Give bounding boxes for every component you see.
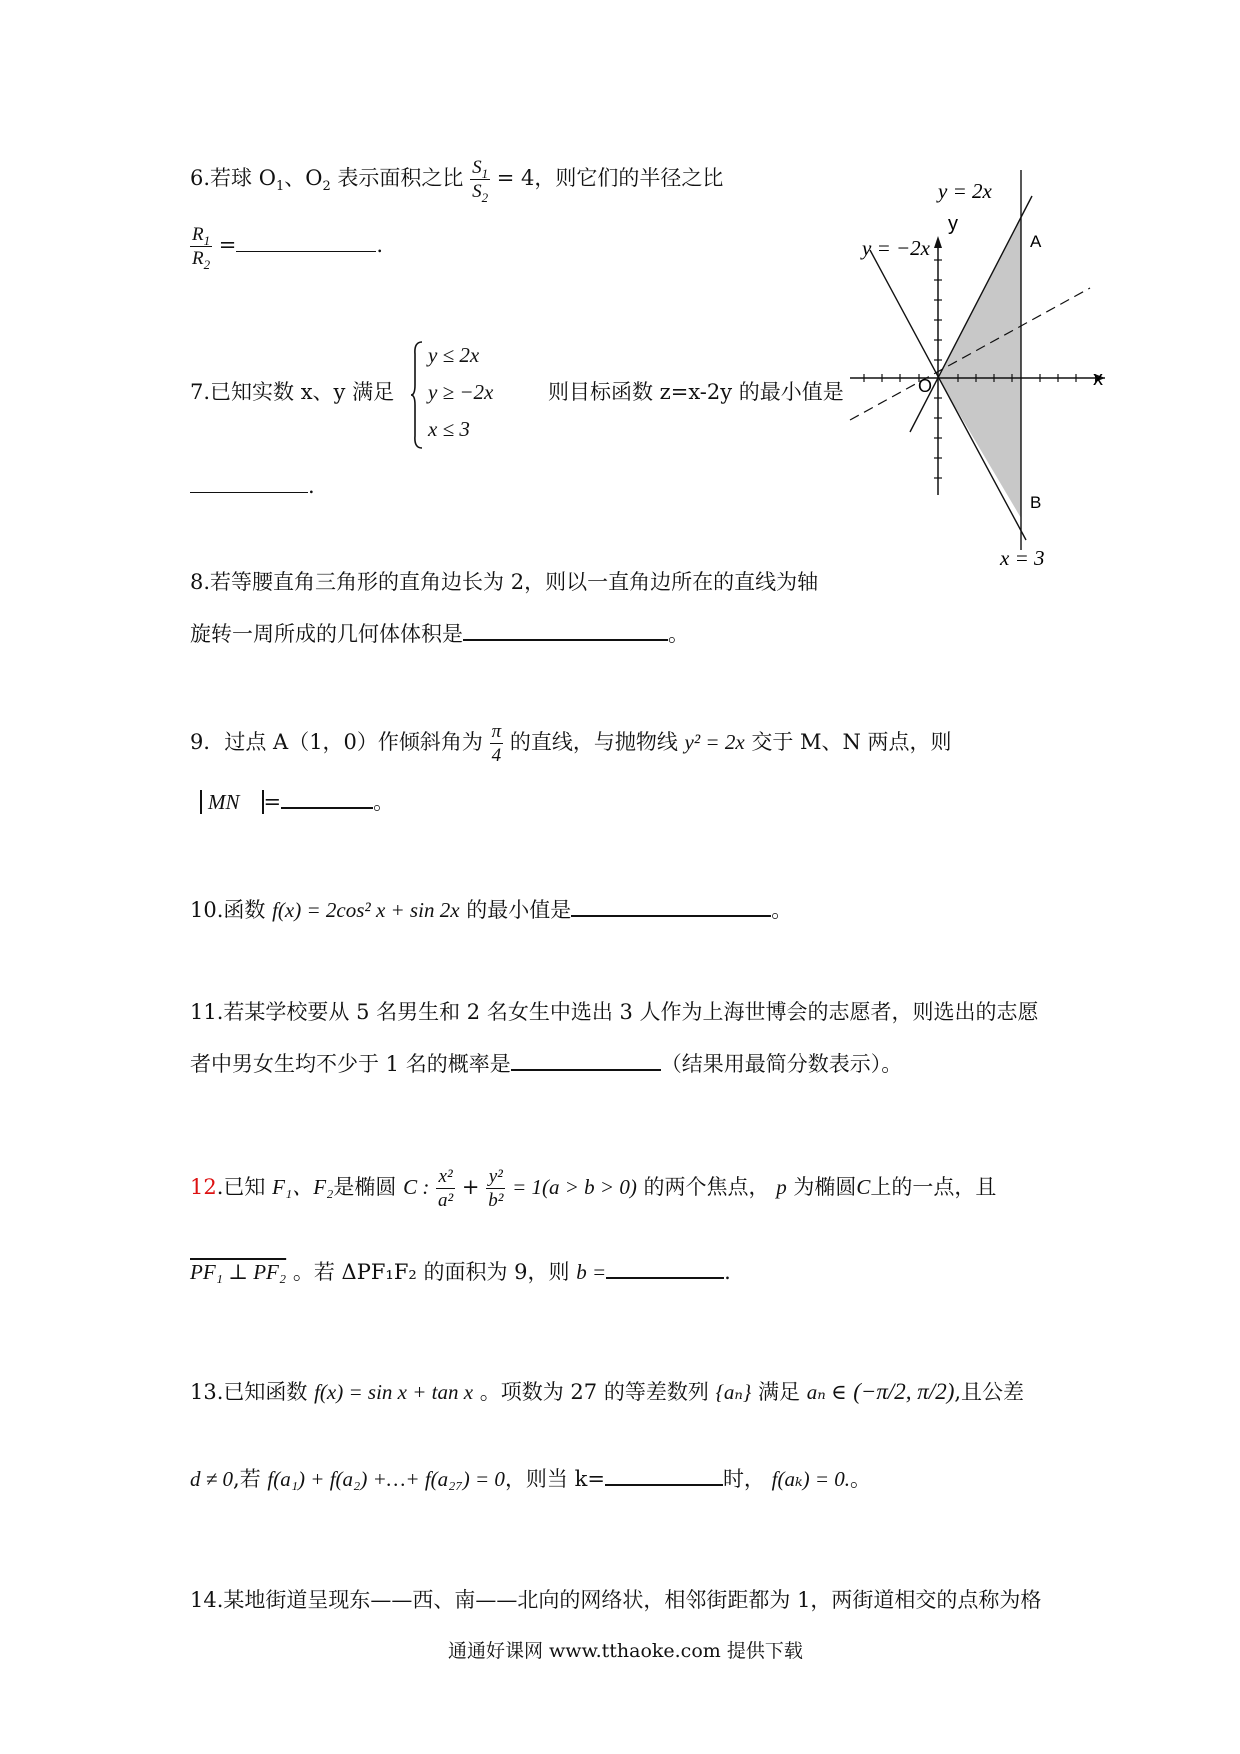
an-in: aₙ ∈ [806,1380,847,1404]
sum-formula: f(a₁) + f(a₂) +…+ f(a₂₇) = 0 [267,1467,505,1491]
q6-text: 6.若球 O [190,166,276,190]
answer-blank[interactable] [571,893,771,917]
q7-line2 [190,470,315,501]
ellipse-eq: = 1(a > b > 0) [512,1175,637,1199]
frac-sub: 1 [203,232,211,248]
y-term-fraction [486,1167,505,1210]
ellipse-name: C [856,1175,871,1199]
q13-text: 时， [722,1467,765,1491]
q13-text: 。项数为 27 的等差数列 [479,1380,709,1404]
q7-constraint-2: y ≥ −2x [428,380,494,404]
q8-line2 [190,617,689,649]
function-formula: f(x) = 2cos² x + sin 2x [272,898,460,922]
point-p: p [776,1175,787,1199]
q13-text: ,若 [233,1467,261,1491]
fak-formula: f(aₖ) = 0. [771,1467,851,1491]
label-origin: O [918,376,933,396]
q12-text: 上的一点，且 [870,1175,997,1199]
label-y2x: y = 2x [938,179,992,203]
q9-line1 [190,722,952,765]
frac-den: b² [488,1190,504,1211]
frac-num: S [472,157,482,178]
angle-fraction [490,722,504,765]
q6-sub: 1 [275,179,285,195]
q12-line1 [190,1167,996,1210]
q13-text: 13.已知函数 [190,1380,308,1404]
answer-blank[interactable] [190,470,308,493]
parabola-equation: y² = 2x [684,730,745,754]
radius-ratio-fraction [190,224,212,272]
q11-text: （结果用最简分数表示）。 [660,1052,903,1076]
frac-den: S [472,181,482,202]
q7-prefix: 7.已知实数 x、y 满足 [190,380,395,404]
feasible-region-graph [840,170,1120,570]
q7-constraint-3: x ≤ 3 [428,417,470,441]
brace-icon [410,340,424,450]
frac-num: π [491,721,502,742]
frac-den: 4 [491,745,502,766]
q7-constraint-1: y ≤ 2x [428,343,480,367]
q7-mid: 则目标函数 z=x-2y 的最小值是 [548,380,844,404]
label-x-axis: x [1093,368,1103,390]
q12-text: .已知 [216,1175,266,1199]
q12-line2 [190,1255,731,1287]
y-axis-arrow-icon [934,236,942,248]
q10-line [190,893,792,925]
label-point-a: A [1030,232,1042,251]
q8-line1: 8.若等腰直角三角形的直角边长为 2，则以一直角边所在的直线为轴 [190,570,819,594]
q9-text: 9．过点 A（1，0）作倾斜角为 [190,730,483,754]
q9-text: 的直线，与抛物线 [509,730,678,754]
foci: F₁、F₂ [272,1175,334,1199]
answer-blank[interactable] [236,229,376,252]
frac-num: R [192,224,204,245]
q13-line2 [190,1462,871,1494]
q6-sub: 2 [322,179,331,195]
q10-text: 的最小值是 [466,898,572,922]
q9-text: 交于 M、N 两点，则 [751,730,952,754]
q12-text: 。若 ΔPF₁F₂ 的面积为 9，则 [292,1260,570,1284]
q13-text: ，则当 k= [504,1467,605,1491]
q12-number: 12 [190,1175,217,1199]
q12-text: 为椭圆 [793,1175,857,1199]
label-point-b: B [1030,493,1042,512]
q6-text: . [376,233,384,257]
answer-blank[interactable] [281,785,373,809]
q7-text: . [308,474,315,498]
q9-text: 。 [373,790,395,814]
label-x3: x = 3 [1000,546,1045,570]
d-neq-0: d ≠ 0 [190,1467,234,1491]
frac-num: x² [436,1167,455,1189]
interval: (−π/2, π/2) [853,1379,955,1404]
q6-text: = [218,233,237,257]
label-yneg2x: y = −2x [862,236,930,260]
label-y-axis: y [948,213,958,235]
q13-text: 满足 [758,1380,801,1404]
frac-sub: 2 [203,256,211,272]
q12-text: . [724,1260,731,1284]
q12-text: 的两个焦点， [643,1175,770,1199]
sequence: {aₙ} [715,1380,752,1404]
frac-sub: 1 [481,165,489,181]
q11-text: 者中男女生均不少于 1 名的概率是 [190,1052,511,1076]
answer-blank[interactable] [511,1047,661,1071]
area-ratio-fraction [470,157,490,205]
frac-num: y² [486,1167,505,1189]
b-eq: b = [576,1260,607,1284]
x-term-fraction [436,1167,455,1210]
q6-text: 表示面积之比 [330,166,471,190]
frac-den: a² [438,1190,454,1211]
q11-line2 [190,1047,902,1079]
q8-text: 旋转一周所成的几何体体积是 [190,622,463,646]
q6-line1 [190,157,724,205]
q7-brace [410,340,424,454]
q10-text: 。 [771,898,793,922]
q9-line2 [200,785,394,817]
footer-text: 通通好课网 www.tthaoke.com 提供下载 [448,1640,803,1662]
q6-text: = 4 [496,166,535,190]
q13-text: 。 [850,1467,872,1491]
q13-line1 [190,1377,1024,1407]
feasible-region [938,218,1021,518]
q13-text: ,且公差 [954,1380,1025,1404]
q14-line1: 14.某地街道呈现东——西、南——北向的网络状，相邻街距都为 1，两街道相交的点称为格 [190,1588,1042,1612]
q6-text: 、O [284,166,323,190]
q9-text: = [263,790,282,814]
q6-line2 [190,224,384,272]
q8-text: 。 [668,622,689,646]
q10-text: 10.函数 [190,898,266,922]
function-formula: f(x) = sin x + tan x [314,1380,474,1404]
ellipse-name: C : [403,1175,430,1199]
answer-blank[interactable] [606,1255,724,1279]
frac-sub: 2 [481,189,489,205]
answer-blank[interactable] [605,1462,723,1486]
q12-text: + [461,1175,480,1199]
answer-blank[interactable] [463,617,668,641]
q11-line1: 11.若某学校要从 5 名男生和 2 名女生中选出 3 人作为上海世博会的志愿者，则选出的志愿 [190,1000,1039,1024]
q6-text: ，则它们的半径之比 [534,166,724,190]
perpendicular-vectors: PF₁ ⊥ PF₂ [190,1260,287,1284]
q12-text: 是椭圆 [333,1175,397,1199]
linear-programming-figure [840,170,1120,574]
mn-abs: MN [200,790,264,814]
frac-den: R [192,248,204,269]
